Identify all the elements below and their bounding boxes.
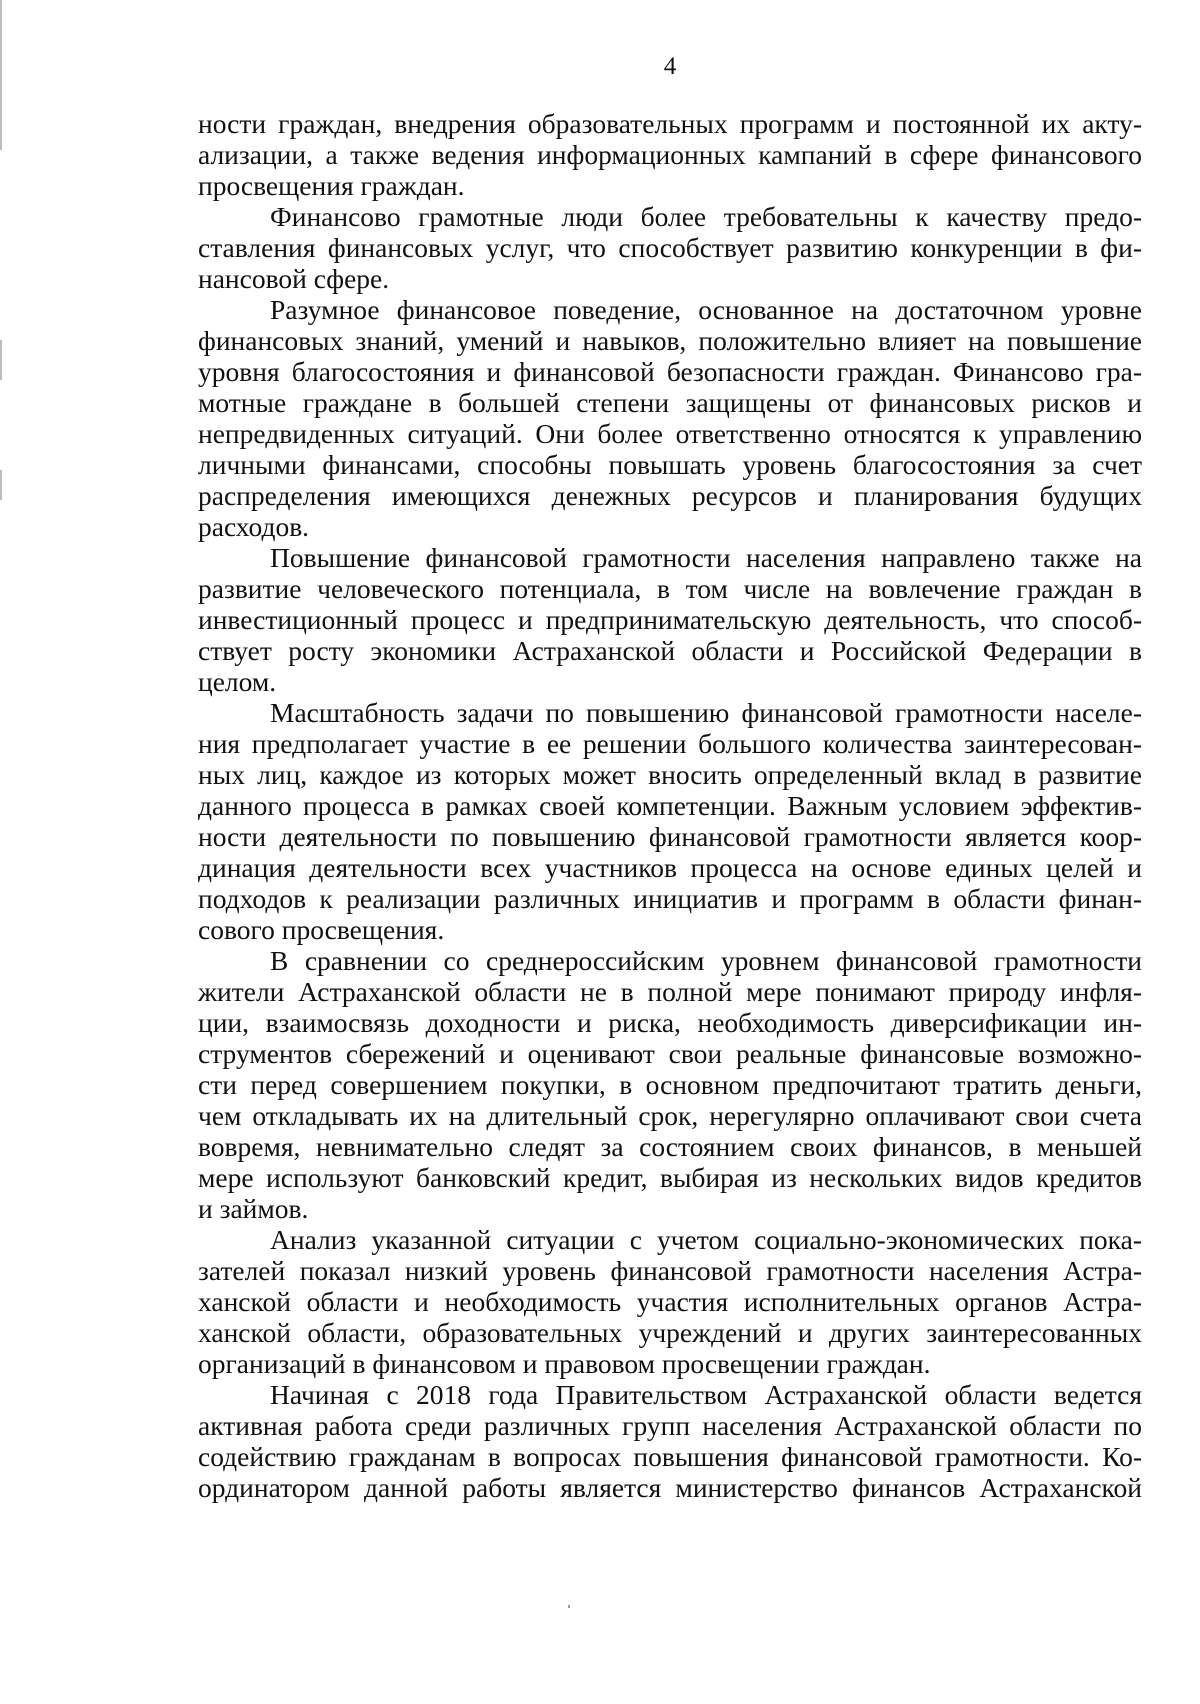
paragraph-line: ствует росту экономики Астраханской области и Российской Федерации в <box>198 635 1142 666</box>
paragraph-line: ции, взаимосвязь доходности и риска, необходимость диверсификации ин- <box>198 1007 1142 1038</box>
paragraph-line: организаций в финансовом и правовом просвещении граждан. <box>198 1348 931 1379</box>
paragraph-line: целом. <box>198 666 277 697</box>
document-body <box>198 108 1142 1503</box>
paragraph-line: ности деятельности по повышению финансовой грамотности является коор- <box>198 821 1142 852</box>
paragraph-line: зателей показал низкий уровень финансовой грамотности населения Астра- <box>198 1255 1142 1286</box>
paragraph-line: просвещения граждан. <box>198 170 465 201</box>
paragraph-line: и займов. <box>198 1193 309 1224</box>
paragraph <box>198 1379 1142 1503</box>
paragraph-line: расходов. <box>198 511 310 542</box>
paragraph <box>198 294 1142 542</box>
paragraph-line: струментов сбережений и оценивают свои реальные финансовые возможно- <box>198 1038 1142 1069</box>
paragraph-line: Разумное финансовое поведение, основанное на достаточном уровне <box>270 294 1142 325</box>
paragraph <box>198 108 1142 201</box>
paragraph-line: Финансово грамотные люди более требовательны к качеству предо- <box>270 201 1142 232</box>
paragraph-line: ординатором данной работы является министерство финансов Астраханской <box>198 1472 1142 1503</box>
paragraph-line: Масштабность задачи по повышению финансовой грамотности населе- <box>270 697 1142 728</box>
paragraph-line: В сравнении со среднероссийским уровнем финансовой грамотности <box>270 945 1142 976</box>
paragraph-line: динация деятельности всех участников процесса на основе единых целей и <box>198 852 1142 883</box>
paragraph-line: ханской области и необходимость участия исполнительных органов Астра- <box>198 1286 1142 1317</box>
scan-artifact <box>568 1605 570 1608</box>
paragraph-line: инвестиционный процесс и предпринимательскую деятельность, что способ- <box>198 604 1142 635</box>
paragraph-line: Повышение финансовой грамотности населения направлено также на <box>270 542 1142 573</box>
page-number: 4 <box>663 53 677 80</box>
paragraph-line: ния предполагает участие в ее решении большого количества заинтересован- <box>198 728 1142 759</box>
paragraph-line: развитие человеческого потенциала, в том числе на вовлечение граждан в <box>198 573 1142 604</box>
paragraph <box>198 201 1142 294</box>
paragraph <box>198 1224 1142 1379</box>
paragraph-line: Начиная с 2018 года Правительством Астраханской области ведется <box>270 1379 1142 1410</box>
paragraph-line: жители Астраханской области не в полной мере понимают природу инфля- <box>198 976 1142 1007</box>
paragraph-line: сти перед совершением покупки, в основном предпочитают тратить деньги, <box>198 1069 1142 1100</box>
paragraph <box>198 542 1142 697</box>
paragraph-line: подходов к реализации различных инициатив и программ в области финан- <box>198 883 1142 914</box>
scan-edge-mark <box>0 470 2 500</box>
paragraph-line: ставления финансовых услуг, что способствует развитию конкуренции в фи- <box>198 232 1142 263</box>
paragraph <box>198 945 1142 1224</box>
paragraph-line: личными финансами, способны повышать уровень благосостояния за счет <box>198 449 1142 480</box>
paragraph-line: вовремя, невнимательно следят за состоянием своих финансов, в меньшей <box>198 1131 1142 1162</box>
paragraph-line: нансовой сфере. <box>198 263 390 294</box>
paragraph-line: ализации, а также ведения информационных кампаний в сфере финансового <box>198 139 1142 170</box>
paragraph-line: активная работа среди различных групп населения Астраханской области по <box>198 1410 1142 1441</box>
paragraph-line: Анализ указанной ситуации с учетом социально-экономических пока- <box>270 1224 1142 1255</box>
paragraph-line: финансовых знаний, умений и навыков, положительно влияет на повышение <box>198 325 1142 356</box>
paragraph-line: ности граждан, внедрения образовательных программ и постоянной их акту- <box>198 108 1142 139</box>
paragraph-line: чем откладывать их на длительный срок, нерегулярно оплачивают свои счета <box>198 1100 1142 1131</box>
paragraph-line: сового просвещения. <box>198 914 445 945</box>
paragraph-line: ных лиц, каждое из которых может вносить определенный вклад в развитие <box>198 759 1142 790</box>
paragraph-line: непредвиденных ситуаций. Они более ответственно относятся к управлению <box>198 418 1142 449</box>
paragraph-line: содействию гражданам в вопросах повышения финансовой грамотности. Ко- <box>198 1441 1142 1472</box>
scan-edge-mark <box>0 340 2 380</box>
paragraph-line: мотные граждане в большей степени защищены от финансовых рисков и <box>198 387 1142 418</box>
paragraph-line: мере используют банковский кредит, выбирая из нескольких видов кредитов <box>198 1162 1142 1193</box>
paragraph-line: уровня благосостояния и финансовой безопасности граждан. Финансово гра- <box>198 356 1142 387</box>
paragraph-line: данного процесса в рамках своей компетенции. Важным условием эффектив- <box>198 790 1142 821</box>
paragraph-line: ханской области, образовательных учреждений и других заинтересованных <box>198 1317 1142 1348</box>
paragraph <box>198 697 1142 945</box>
paragraph-line: распределения имеющихся денежных ресурсов и планирования будущих <box>198 480 1142 511</box>
